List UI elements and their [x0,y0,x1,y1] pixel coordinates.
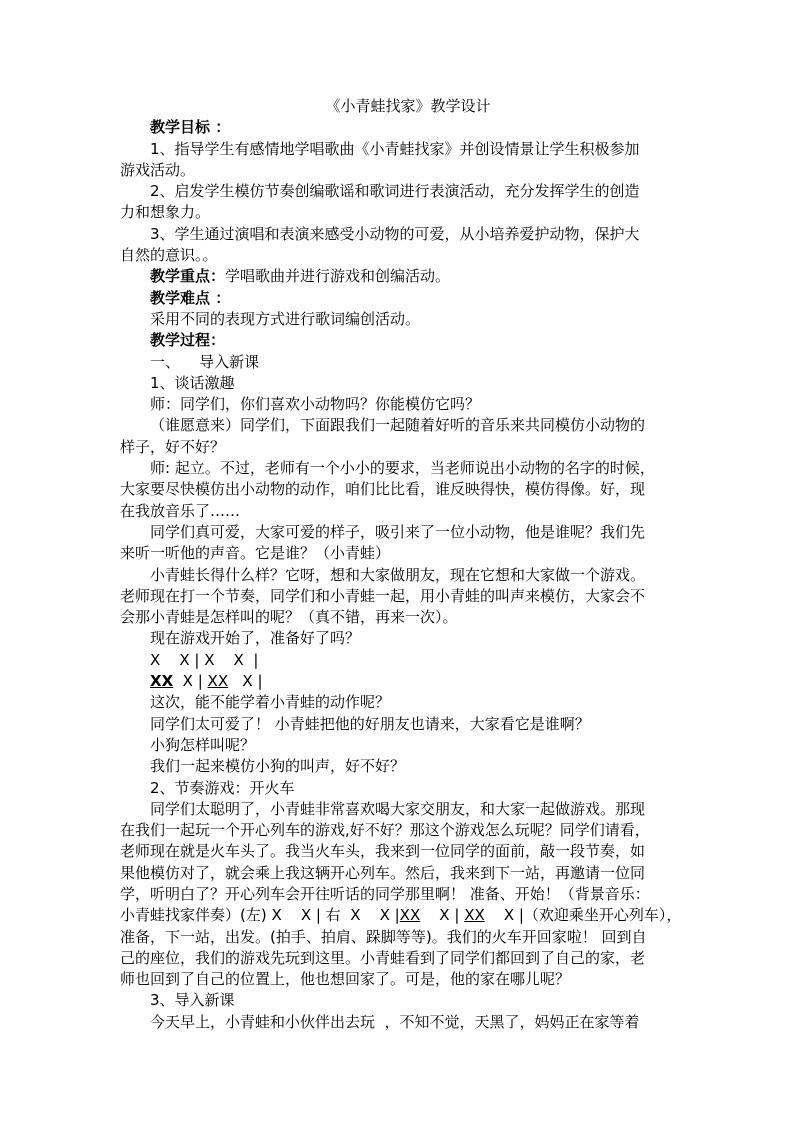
paragraph-10: 我们一起来模仿小狗的叫声，好不好？ [150,757,406,776]
document-page [120,96,680,1033]
paragraph-4-line-2: 来听一听他的声音。它是谁？（小青蛙） [120,544,391,563]
goal-2-line-2: 力和想象力。 [120,203,211,222]
paragraph-3-line-2: 大家要尽快模仿出小动物的动作，咱们比比看，谁反映得快，模仿得像。好，现 [120,480,646,499]
goal-3-line-1: 3、学生通过演唱和表演来感受小动物的可爱，从小培养爱护动物，保护大 [150,224,640,243]
paragraph-11-line-2: 在我们一起玩一个开心列车的游戏,好不好？那这个游戏怎么玩呢？同学们请看， [120,821,650,840]
paragraph-5-line-2: 老师现在打一个节奏，同学们和小青蛙一起，用小青蛙的叫声来模仿，大家会不 [120,586,646,605]
rhythm-line-2 [120,671,680,692]
goal-1-line-1: 1、指导学生有感情地学唱歌曲《小青蛙找家》并创设情景让学生积极参加 [150,139,640,158]
rhythm-2-part-c: XX [207,672,229,691]
paragraph-3-line-3: 在我放音乐了…… [120,501,241,520]
subsection-2-heading: 2、节奏游戏：开火车 [150,778,295,797]
paragraph-11-rhythm-line [120,905,680,926]
rhythm-2-part-a: XX [150,672,174,691]
goals-heading: 教学目标 ： [150,118,231,137]
paragraph-7: 这次，能不能学着小青蛙的动作呢？ [150,693,391,712]
p11-rhythm-part-a: 小青蛙找家伴奏）(左) X X | 右 X X | [120,906,400,925]
difficulty-text: 采用不同的表现方式进行歌词编创活动。 [150,309,421,328]
process-heading: 教学过程： [150,331,226,350]
subsection-3-heading: 3、导入新课 [150,991,235,1010]
paragraph-11-line-4: 果他模仿对了，就会乘上我这辆开心列车。然后，我来到下一站，再邀请一位同 [120,863,646,882]
paragraph-4-line-1: 同学们真可爱，大家可爱的样子，吸引来了一位小动物，他是谁呢？我们先 [150,522,646,541]
paragraph-11-line-8: 己的座位，我们的游戏先玩到这里。小青蛙看到了同学们都回到了自己的家，老 [120,948,646,967]
rhythm-2-part-b: X | [173,672,208,691]
p11-rhythm-part-b: XX [399,906,421,925]
rhythm-line-1: X X | X X | [150,650,259,669]
paragraph-12: 今天早上，小青蛙和小伙伴出去玩 ，不知不觉，天黑了，妈妈正在家等着 [150,1012,640,1031]
subsection-1-heading: 1、谈话激趣 [150,373,235,392]
document-title: 《小青蛙找家》教学设计 [325,97,491,115]
paragraph-11-line-9: 师也回到了自己的位置上，他也想回家了。可是，他的家在哪儿呢？ [120,970,571,989]
key-point-label: 教学重点： [150,267,226,286]
rhythm-2-part-d: X | [228,672,263,691]
goal-1-line-2: 游戏活动。 [120,160,196,179]
p11-rhythm-part-c: X | [420,906,465,925]
goal-3-line-2: 自然的意识。。 [120,246,218,265]
paragraph-3-line-1: 师: 起立。不过，老师有一个小小的要求，当老师说出小动物的名字的时候， [150,459,655,478]
paragraph-11-line-5: 学，听明白了？开心列车会开往听话的同学那里啊！ 准备、开始！（背景音乐： [120,884,650,903]
paragraph-5-line-1: 小青蛙长得什么样？它呀，想和大家做朋友，现在它想和大家做一个游戏。 [150,565,646,584]
goal-2-line-1: 2、启发学生模仿节奏创编歌谣和歌词进行表演活动，充分发挥学生的创造 [150,182,640,201]
paragraph-1: 师：同学们，你们喜欢小动物吗？你能模仿它吗？ [150,395,481,414]
paragraph-11-line-3: 老师现在就是火车头了。我当火车头，我来到一位同学的面前，敲一段节奏，如 [120,842,646,861]
key-point-text: 学唱歌曲并进行游戏和创编活动。 [225,267,451,286]
paragraph-2-line-2: 样子，好不好？ [120,437,226,456]
paragraph-11-line-7: 准备，下一站，出发。(拍手、拍肩、跺脚等等)。我们的火车开回家啦！ 回到自 [120,927,647,946]
key-point-paragraph [120,266,680,287]
paragraph-6: 现在游戏开始了，准备好了吗？ [150,629,361,648]
p11-rhythm-part-e: X |（欢迎乘坐开心列车）， [484,906,682,925]
paragraph-9: 小狗怎样叫呢？ [150,735,256,754]
paragraph-8: 同学们太可爱了！ 小青蛙把他的好朋友也请来，大家看它是谁啊？ [150,714,590,733]
p11-rhythm-part-d: XX [464,906,485,925]
section-1-heading: 一、 导入新课 [150,352,260,371]
paragraph-2-line-1: （谁愿意来）同学们，下面跟我们一起随着好听的音乐来共同模仿小动物的 [150,416,646,435]
paragraph-5-line-3: 会那小青蛙是怎样叫的呢？（真不错，再来一次）。 [120,608,458,627]
difficulty-heading: 教学难点 ： [150,288,231,307]
paragraph-11-line-1: 同学们太聪明了，小青蛙非常喜欢喝大家交朋友，和大家一起做游戏。那现 [150,799,646,818]
